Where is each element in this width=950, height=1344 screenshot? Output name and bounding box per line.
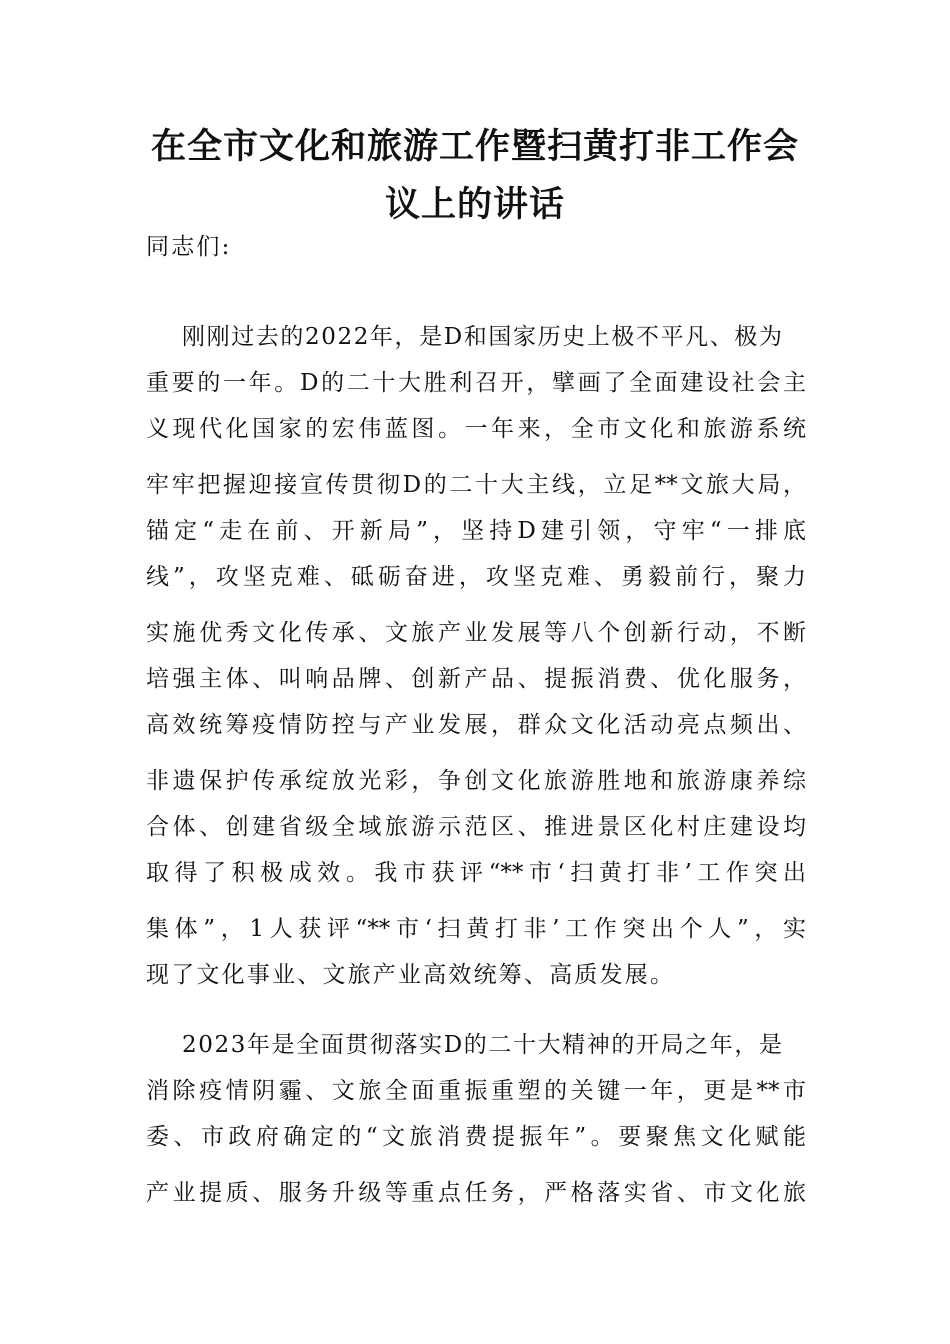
title-line-2: 议上的讲话	[384, 184, 565, 225]
paragraph-1-line-14: 现了文化事业、文旅产业高效统筹、高质发展。	[146, 962, 676, 988]
paragraph-1-line-6: 线”，攻坚克难、砥砺奋进，攻坚克难、勇毅前行，聚力	[146, 564, 806, 590]
paragraph-1-line-3: 义现代化国家的宏伟蓝图。一年来，全市文化和旅游系统	[146, 416, 806, 442]
paragraph-1-line-10: 非遗保护传承绽放光彩，争创文化旅游胜地和旅游康养综	[146, 768, 806, 794]
title-line-1: 在全市文化和旅游工作暨扫黄打非工作会	[150, 126, 799, 167]
paragraph-1-line-7: 实施优秀文化传承、文旅产业发展等八个创新行动，不断	[146, 620, 806, 646]
paragraph-1-line-4: 牢牢把握迎接宣传贯彻D的二十大主线，立足**文旅大局，	[146, 472, 806, 498]
paragraph-1-line-2: 重要的一年。D的二十大胜利召开，擘画了全面建设社会主	[146, 370, 806, 396]
paragraph-1-line-1: 刚刚过去的2022年，是D和国家历史上极不平凡、极为	[182, 324, 784, 350]
paragraph-2-line-2: 消除疫情阴霾、文旅全面重振重塑的关键一年，更是**市	[146, 1078, 806, 1104]
paragraph-1-line-8: 培强主体、叫响品牌、创新产品、提振消费、优化服务，	[146, 666, 806, 692]
paragraph-1-line-9: 高效统筹疫情防控与产业发展，群众文化活动亮点频出、	[146, 712, 806, 738]
paragraph-1-line-11: 合体、创建省级全域旅游示范区、推进景区化村庄建设均	[146, 814, 806, 840]
paragraph-2-line-3: 委、市政府确定的“文旅消费提振年”。要聚焦文化赋能	[146, 1124, 806, 1150]
paragraph-2-line-1: 2023年是全面贯彻落实D的二十大精神的开局之年，是	[182, 1032, 784, 1058]
paragraph-1-line-5: 锚定“走在前、开新局”，坚持D建引领，守牢“一排底	[146, 518, 806, 544]
paragraph-1-line-12: 取得了积极成效。我市获评“**市‘扫黄打非’工作突出	[146, 860, 806, 886]
paragraph-2-line-4: 产业提质、服务升级等重点任务，严格落实省、市文化旅	[146, 1180, 806, 1206]
document-title	[140, 121, 810, 231]
paragraph-1-line-13: 集体”，1人获评“**市‘扫黄打非’工作突出个人”，实	[146, 916, 806, 942]
salutation: 同志们:	[146, 234, 232, 260]
